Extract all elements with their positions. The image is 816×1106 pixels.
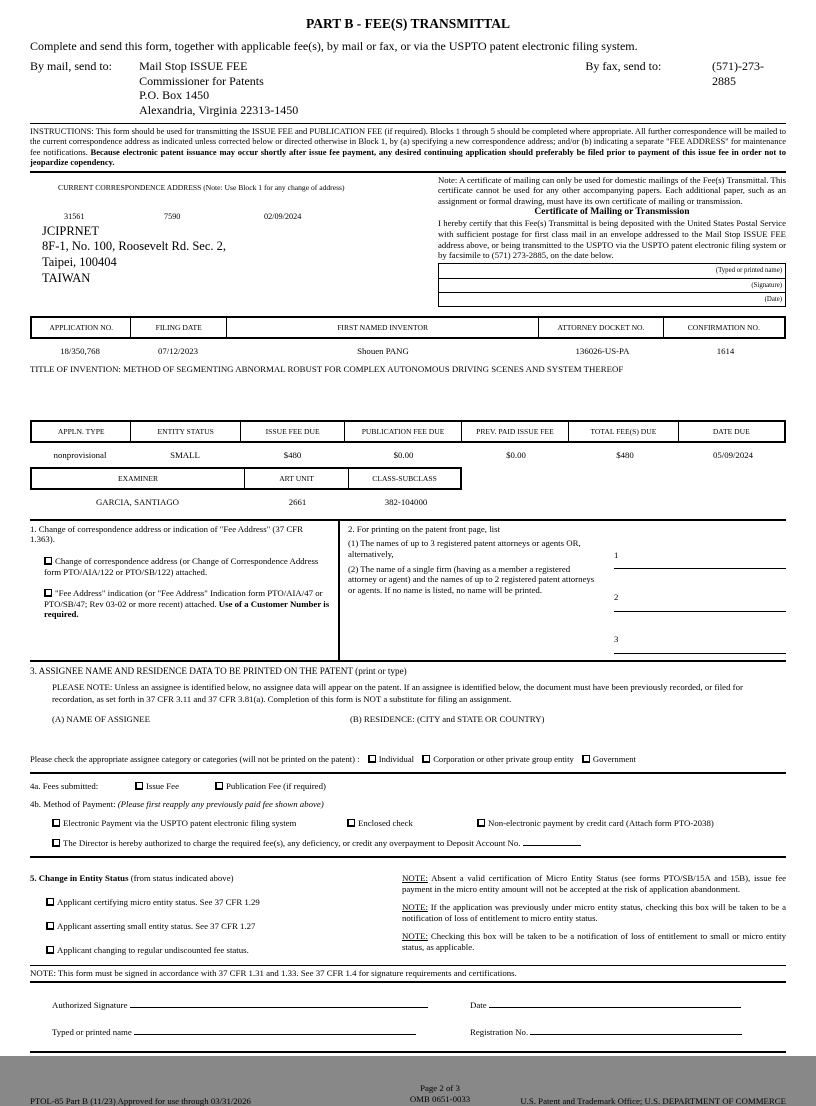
form-version-text: PTOL-85 Part B (11/23) Approved for use through 03/31/2026 (30, 1095, 251, 1106)
checkbox-icon[interactable] (46, 922, 54, 930)
block5-notes (402, 873, 786, 960)
mail-date: 02/09/2024 (264, 211, 302, 221)
checkbox-icon[interactable] (46, 898, 54, 906)
prev-paid-issue-fee-value: $0.00 (506, 449, 526, 460)
footer-center (360, 1083, 520, 1106)
credit-card-label: Non-electronic payment by credit card (Attach form PTO-2038) (488, 818, 714, 829)
applicant-address-line: 8F-1, No. 100, Roosevelt Rd. Sec. 2, (42, 239, 227, 254)
issue-fee-option (135, 781, 215, 791)
class-subclass-header: CLASS-SUBCLASS (372, 473, 437, 483)
application-info-table-header (30, 316, 786, 339)
block2-title: 2. For printing on the patent front page, list (348, 523, 500, 534)
checkbox-icon[interactable] (477, 819, 485, 827)
date-input[interactable] (489, 999, 741, 1008)
registration-no-label: Registration No. (470, 1026, 531, 1037)
checkbox-icon[interactable] (215, 782, 223, 790)
category-government: Government (592, 754, 636, 765)
applicant-address-line: JCIPRNET (42, 223, 99, 238)
filing-date-header: FILING DATE (131, 318, 227, 337)
authorized-signature-field (30, 999, 470, 1010)
examiner-header: EXAMINER (32, 469, 245, 488)
instructions-paragraph (30, 123, 786, 173)
application-no-value: 18/350,768 (60, 345, 100, 356)
date-due-header: DATE DUE (712, 426, 750, 436)
note-text: If the application was previously under micro entity status, checking this box will be taken to be a notification of loss of entitlement to micro entity status. (402, 901, 786, 923)
correspondence-certificate-section (30, 173, 786, 307)
fax-number: (571)-273-2885 (711, 59, 764, 88)
current-correspondence-address (30, 173, 438, 307)
block4b-note: (Please first reapply any previously paid fee shown above) (117, 799, 324, 810)
checkbox-icon[interactable] (368, 755, 376, 763)
mail-address (139, 59, 470, 118)
fee-table-values (30, 443, 786, 467)
block4b-method-of-payment (30, 799, 786, 809)
block5-title-rest: (from status indicated above) (130, 873, 234, 884)
mail-address-line: P.O. Box 1450 (139, 88, 210, 103)
mail-address-line: Commissioner for Patents (139, 73, 264, 88)
electronic-payment-option (52, 818, 347, 828)
authorized-signature-label: Authorized Signature (52, 999, 130, 1010)
checkbox-icon[interactable] (347, 819, 355, 827)
title-of-invention: TITLE OF INVENTION: METHOD OF SEGMENTING ABNORMAL ROBUST FOR COMPLEX AUTONOMOUS DRIVING SCENES AND SYSTEM THEREOF (30, 363, 624, 374)
note-text: Checking this box will be taken to be a notification of loss of entitlement to small or micro entity status, as applicable. (402, 930, 786, 952)
checkbox-icon[interactable] (44, 589, 52, 597)
payment-options-row (30, 818, 786, 828)
page-title: PART B - FEE(S) TRANSMITTAL (305, 16, 511, 31)
block5-note-3 (402, 931, 786, 953)
checkbox-icon[interactable] (422, 755, 430, 763)
correspondence-address-label: CURRENT CORRESPONDENCE ADDRESS (Note: Use Block 1 for any change of address) (58, 182, 345, 192)
block5-note-1 (402, 873, 786, 895)
name-line-1-input[interactable] (614, 560, 786, 569)
appln-type-value: nonprovisional (53, 449, 107, 460)
fee-table-header (30, 420, 786, 443)
issue-fee-due-value: $480 (283, 449, 302, 460)
block5-options (30, 873, 402, 960)
category-corporation: Corporation or other private group entity (433, 754, 574, 765)
block2-text (348, 524, 596, 656)
examiner-value: GARCIA, SANTIAGO (95, 496, 180, 507)
checkbox-icon[interactable] (44, 557, 52, 565)
block3-assignee-section (30, 666, 786, 764)
name-line-3-input[interactable] (614, 645, 786, 654)
publication-fee-option (215, 781, 326, 791)
block1-option2-label: "Fee Address" indication (or "Fee Address" Indication form PTO/AIA/47 or PTO/SB/47; Rev 03-02 or more recent) attached. (44, 588, 323, 609)
first-named-inventor-value: Shouen PANG (357, 345, 409, 356)
date-field-row (470, 999, 786, 1010)
issue-fee-label: Issue Fee (146, 781, 179, 792)
name-line-1 (614, 550, 786, 572)
credit-card-option (477, 818, 714, 828)
customer-number: 31561 (64, 211, 85, 221)
page-footer (30, 1083, 786, 1106)
checkbox-icon[interactable] (52, 839, 60, 847)
attorney-docket-no-header: ATTORNEY DOCKET NO. (539, 318, 663, 337)
certificate-title: Certificate of Mailing or Transmission (534, 207, 690, 218)
name-line-2-input[interactable] (614, 603, 786, 612)
block5-title (30, 873, 402, 883)
registration-no-field (470, 1026, 786, 1037)
name-line-3-number: 3 (614, 634, 619, 645)
application-info-values (30, 339, 786, 363)
block2-front-page-printing (340, 521, 786, 660)
confirmation-no-header: CONFIRMATION NO. (687, 322, 760, 332)
examiner-table-values (30, 490, 786, 514)
note-prefix: NOTE: (402, 930, 428, 941)
signing-requirement-note: NOTE: This form must be signed in accordance with 37 CFR 1.31 and 1.33. See 37 CFR 1.4 for signature requirements and certifications. (30, 965, 786, 983)
certificate-body: I hereby certify that this Fee(s) Transmittal is being deposited with the United States Postal Service with sufficient postage for first class mail in an envelope addressed to the Mail Stop ISSUE FEE address above, or being transmitted to the USPTO via the USPTO patent electronic filing system or by facsimile to (571) 273-2885, on the date below. (438, 218, 786, 261)
name-line-1-number: 1 (614, 549, 619, 560)
publication-fee-label: Publication Fee (if required) (226, 781, 326, 792)
deposit-account-option (30, 837, 786, 848)
regular-fee-label: Applicant changing to regular undiscounted fee status. (57, 945, 249, 956)
name-line-2-number: 2 (614, 591, 619, 602)
deposit-account-label: The Director is hereby authorized to charge the required fee(s), any deficiency, or credit any overpayment to Deposit Account No. (63, 838, 523, 849)
intro-text: Complete and send this form, together with applicable fee(s), by mail or fax, or via the USPTO patent electronic filing system. (30, 39, 638, 53)
block1-block2-section (30, 519, 786, 662)
applicant-address (30, 224, 428, 287)
typed-name-label: Typed or printed name (52, 1026, 134, 1037)
entity-status-value: SMALL (170, 449, 200, 460)
agency-text: U.S. Patent and Trademark Office; U.S. DEPARTMENT OF COMMERCE (520, 1095, 786, 1106)
block4b-label: 4b. Method of Payment: (30, 799, 118, 810)
typed-name-field[interactable]: (Typed or printed name) (715, 266, 782, 274)
mail-address-line: Alexandria, Virginia 22313-1450 (139, 102, 299, 117)
note-prefix: NOTE: (402, 873, 428, 884)
block1-option1 (30, 556, 330, 577)
mail-address-line: Mail Stop ISSUE FEE (139, 59, 248, 73)
class-subclass-value: 382-104000 (384, 496, 428, 507)
publication-fee-due-header: PUBLICATION FEE DUE (345, 422, 461, 441)
instructions-text: INSTRUCTIONS: This form should be used for transmitting the ISSUE FEE and PUBLICATION FEE (if required). Blocks 1 through 5 should be completed where appropriate. All further correspondence will be mailed to the current correspondence address as indicated unless corrected below or directed otherwise in Block 1, by (a) specifying a new correspondence address; and/or (b) indicating a separate "FEE ADDRESS" for maintenance fee notifications. (30, 125, 786, 157)
note-prefix: NOTE: (402, 901, 428, 912)
category-prefix: Please check the appropriate assignee category or categories (will not be printed on the patent) : (30, 754, 360, 765)
mailing-info (30, 59, 786, 118)
assignee-name-label: (A) NAME OF ASSIGNEE (52, 714, 150, 725)
block2-name-lines (596, 524, 786, 656)
block2-item2: (2) The name of a single firm (having as a member a registered attorney or agent) and the names of up to 2 registered patent attorneys or agents. If no name is listed, no name will be printed. (348, 563, 595, 595)
micro-entity-label: Applicant certifying micro entity status. See 37 CFR 1.29 (57, 897, 260, 908)
art-unit-header: ART UNIT (245, 469, 349, 488)
prev-paid-issue-fee-header: PREV. PAID ISSUE FEE (462, 422, 569, 441)
block1-option2-bold: Use of a Customer Number is required. (44, 598, 330, 620)
mail-room-code: 7590 (164, 211, 181, 221)
appln-type-header: APPLN. TYPE (32, 422, 131, 441)
typed-name-input[interactable] (134, 1026, 416, 1035)
block4a-label: 4a. Fees submitted: (30, 781, 99, 792)
typed-name-field-row (30, 1026, 470, 1037)
examiner-table-header (30, 467, 462, 490)
filing-date-value: 07/12/2023 (157, 345, 199, 356)
assignee-category-line (30, 754, 786, 764)
block3-title: 3. ASSIGNEE NAME AND RESIDENCE DATA TO BE PRINTED ON THE PATENT (print or type) (30, 666, 407, 677)
micro-entity-option (30, 897, 402, 907)
first-named-inventor-header: FIRST NAMED INVENTOR (227, 318, 539, 337)
name-line-3 (614, 634, 786, 656)
block1-correspondence-change (30, 521, 340, 660)
certificate-signature-box (438, 263, 786, 307)
block3-column-labels (30, 714, 786, 724)
entity-status-header: ENTITY STATUS (131, 422, 240, 441)
enclosed-check-label: Enclosed check (358, 818, 413, 829)
block5-title-bold: 5. Change in Entity Status (30, 873, 131, 884)
category-individual: Individual (378, 754, 415, 765)
enclosed-check-option (347, 818, 477, 828)
section-divider (30, 772, 786, 774)
regular-fee-option (30, 945, 402, 955)
block1-title: 1. Change of correspondence address or indication of "Fee Address" (37 CFR 1.363). (30, 523, 303, 545)
section-divider (30, 856, 786, 858)
assignee-residence-label: (B) RESIDENCE: (CITY and STATE OR COUNTRY) (350, 714, 545, 725)
note-text: Absent a valid certification of Micro Entity Status (see forms PTO/SB/15A and 15B), issue fee payment in the micro entity amount will not be accepted at the risk of application abandonment. (402, 873, 786, 894)
applicant-address-line: TAIWAN (42, 270, 91, 285)
date-due-value: 05/09/2024 (712, 449, 754, 460)
small-entity-option (30, 921, 402, 931)
mail-label: By mail, send to: (30, 59, 112, 73)
deposit-account-input[interactable] (523, 837, 581, 846)
checkbox-icon[interactable] (135, 782, 143, 790)
block5-entity-status-section (30, 873, 786, 960)
block2-item1: (1) The names of up to 3 registered patent attorneys or agents OR, alternatively, (348, 538, 581, 559)
total-fees-due-header: TOTAL FEE(S) DUE (569, 422, 678, 441)
typed-name-row (30, 1026, 786, 1037)
confirmation-no-value: 1614 (716, 345, 735, 356)
block1-option2 (30, 588, 330, 620)
total-fees-due-value: $480 (616, 449, 634, 460)
applicant-address-line: Taipei, 100404 (42, 254, 117, 269)
authorized-signature-input[interactable] (130, 999, 428, 1008)
issue-fee-due-header: ISSUE FEE DUE (241, 422, 345, 441)
signature-field[interactable]: (Signature) (439, 278, 785, 292)
registration-no-input[interactable] (530, 1026, 742, 1035)
name-line-2 (614, 592, 786, 614)
checkbox-icon[interactable] (46, 946, 54, 954)
block3-note: PLEASE NOTE: Unless an assignee is identified below, no assignee data will appear on the patent. If an assignee is identified below, the document must have been previously recorded, or filed for recordation, as set forth in 37 CFR 3.11 and 37 CFR 3.81(a). Completion of this form is NOT a substitute for filing an assignment. (52, 682, 743, 704)
checkbox-icon[interactable] (582, 755, 590, 763)
publication-fee-due-value: $0.00 (393, 449, 414, 460)
certificate-of-mailing (438, 173, 786, 307)
checkbox-icon[interactable] (52, 819, 60, 827)
correspondence-numbers (30, 212, 428, 221)
authorized-signature-row (30, 999, 786, 1010)
block4a-fees-submitted (30, 781, 786, 791)
fax-label: By fax, send to: (585, 59, 662, 73)
date-field[interactable]: (Date) (439, 292, 785, 306)
date-label: Date (470, 999, 489, 1010)
attorney-docket-no-value: 136026-US-PA (575, 345, 630, 356)
small-entity-label: Applicant asserting small entity status. See 37 CFR 1.27 (57, 921, 256, 932)
instructions-bold-text: Because electronic patent issuance may occur shortly after issue fee payment, any desired continuing application should preferably be filed prior to payment of this issue fee in order not to jeopardize copendency. (30, 146, 786, 168)
block5-note-2 (402, 902, 786, 924)
omb-number: OMB 0651-0033 (409, 1094, 471, 1105)
block1-option1-label: Change of correspondence address (or Change of Correspondence Address form PTO/AIA/122 or PTO/SB/122) attached. (44, 555, 319, 577)
page-number: Page 2 of 3 (420, 1082, 460, 1093)
art-unit-value: 2661 (288, 496, 307, 507)
electronic-payment-label: Electronic Payment via the USPTO patent electronic filing system (63, 818, 297, 829)
application-no-header: APPLICATION NO. (32, 318, 131, 337)
bottom-divider (30, 1051, 786, 1053)
certificate-note: Note: A certificate of mailing can only be used for domestic mailings of the Fee(s) Transmittal. This certificate cannot be used for any other accompanying papers. Each additional paper, such as an assignment or formal drawing, must have its own certificate of mailing or transmission. (438, 174, 786, 206)
